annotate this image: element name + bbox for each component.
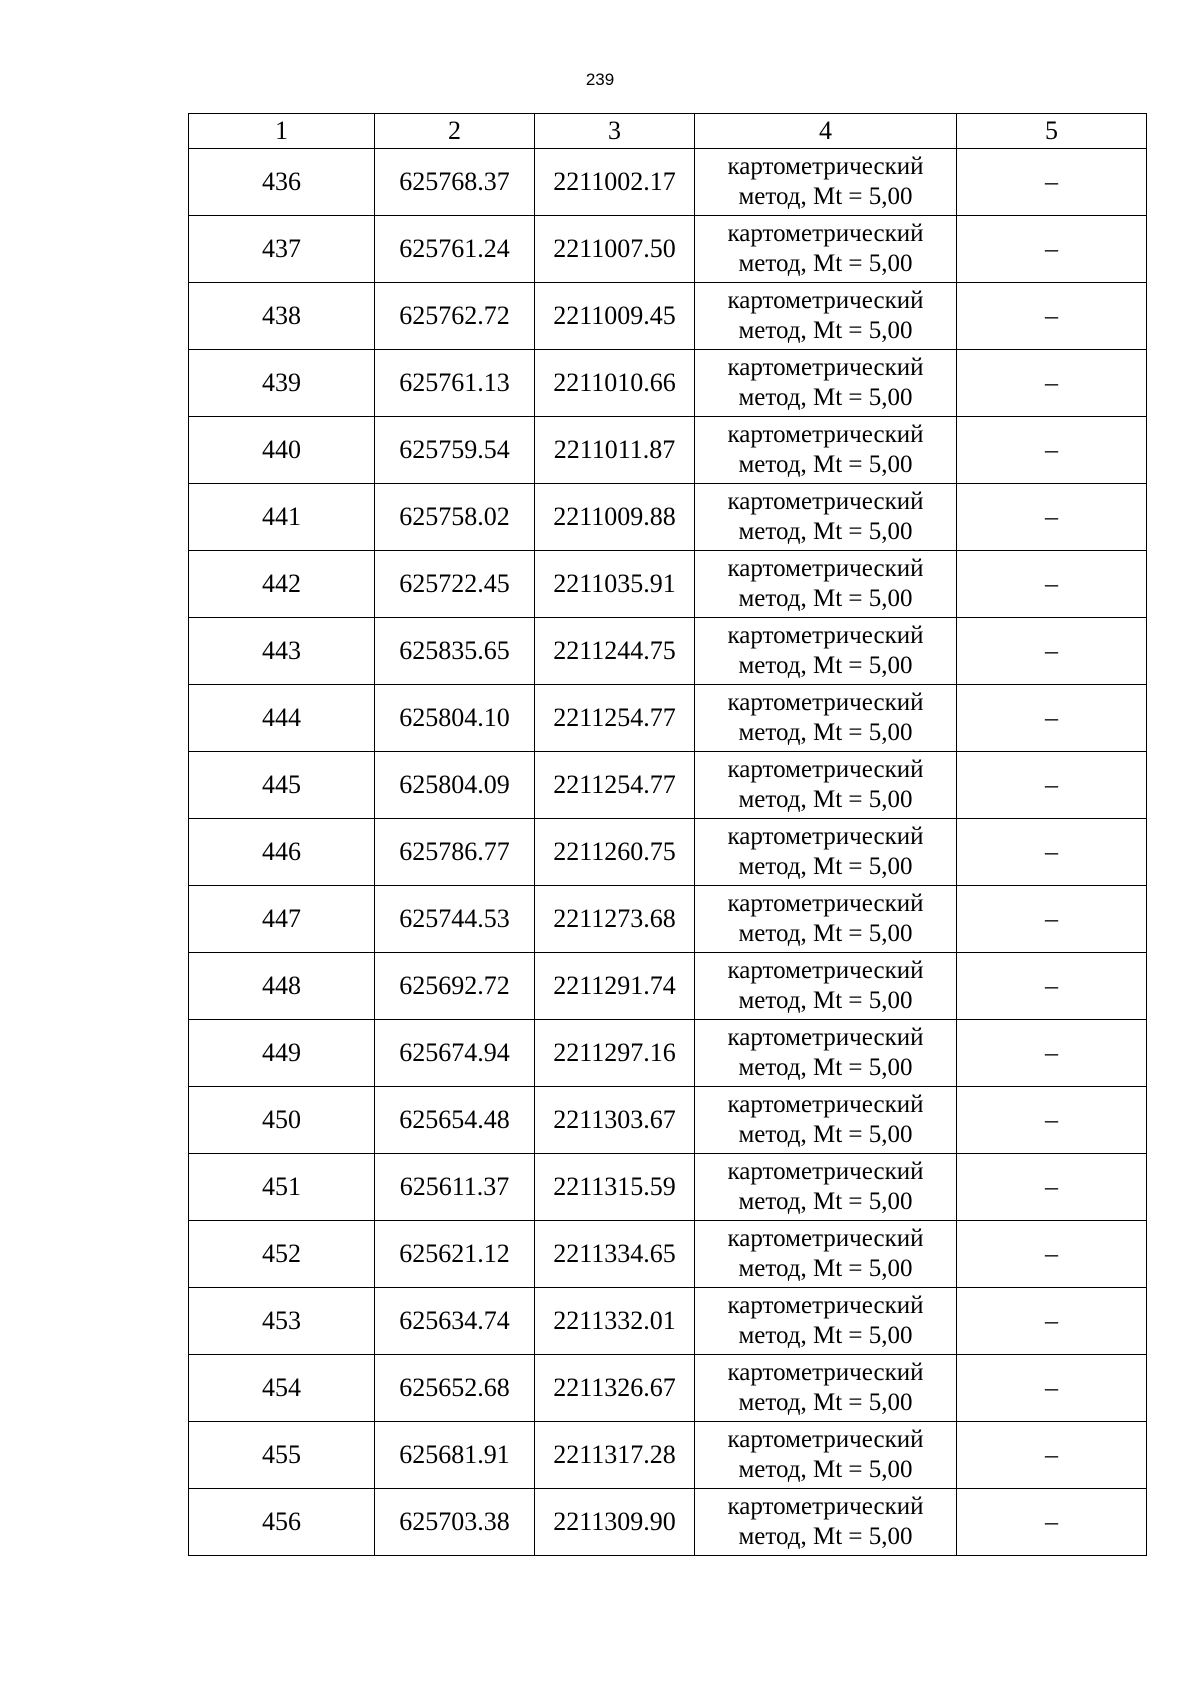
y-coordinate-cell: 2211009.88 [535,484,695,551]
method-cell [695,417,957,484]
table-row [189,1020,1147,1087]
y-coordinate-cell: 2211260.75 [535,819,695,886]
note-cell: – [957,1288,1147,1355]
point-number-cell: 437 [189,216,375,283]
point-number-cell: 448 [189,953,375,1020]
table-row [189,1489,1147,1556]
x-coordinate-cell: 625621.12 [375,1221,535,1288]
point-number-cell: 449 [189,1020,375,1087]
method-line-1: картометрический [727,622,924,649]
note-cell: – [957,216,1147,283]
method-line-1: картометрический [727,555,924,582]
y-coordinate-cell: 2211009.45 [535,283,695,350]
x-coordinate-cell: 625674.94 [375,1020,535,1087]
method-line-2: метод, Mt = 5,00 [738,786,913,813]
table-row [189,618,1147,685]
method-line-2: метод, Mt = 5,00 [738,1389,913,1416]
table-row [189,484,1147,551]
table-header-row [189,114,1147,149]
page-number: 239 [585,70,615,89]
method-cell [695,1489,957,1556]
note-cell: – [957,1020,1147,1087]
method-line-2: метод, Mt = 5,00 [738,317,913,344]
point-number-cell: 456 [189,1489,375,1556]
table-row [189,283,1147,350]
y-coordinate-cell: 2211297.16 [535,1020,695,1087]
header-col-4: 4 [695,114,957,149]
method-line-1: картометрический [727,1091,924,1118]
method-line-1: картометрический [727,153,924,180]
y-coordinate-cell: 2211334.65 [535,1221,695,1288]
note-cell: – [957,1221,1147,1288]
point-number-cell: 442 [189,551,375,618]
method-line-1: картометрический [727,421,924,448]
table-row [189,216,1147,283]
x-coordinate-cell: 625744.53 [375,886,535,953]
method-line-2: метод, Mt = 5,00 [738,1054,913,1081]
point-number-cell: 440 [189,417,375,484]
point-number-cell: 450 [189,1087,375,1154]
point-number-cell: 454 [189,1355,375,1422]
method-cell [695,685,957,752]
point-number-cell: 441 [189,484,375,551]
method-line-2: метод, Mt = 5,00 [738,1121,913,1148]
x-coordinate-cell: 625835.65 [375,618,535,685]
note-cell: – [957,149,1147,216]
method-cell [695,953,957,1020]
note-cell: – [957,350,1147,417]
y-coordinate-cell: 2211317.28 [535,1422,695,1489]
method-line-2: метод, Mt = 5,00 [738,250,913,277]
x-coordinate-cell: 625759.54 [375,417,535,484]
table-row [189,350,1147,417]
y-coordinate-cell: 2211002.17 [535,149,695,216]
method-line-1: картометрический [727,1225,924,1252]
note-cell: – [957,1355,1147,1422]
method-cell [695,752,957,819]
point-number-cell: 452 [189,1221,375,1288]
method-line-2: метод, Mt = 5,00 [738,1523,913,1550]
y-coordinate-cell: 2211254.77 [535,752,695,819]
x-coordinate-cell: 625634.74 [375,1288,535,1355]
method-line-1: картометрический [727,1158,924,1185]
note-cell: – [957,1087,1147,1154]
table-row [189,1221,1147,1288]
method-cell [695,1154,957,1221]
note-cell: – [957,1154,1147,1221]
method-line-2: метод, Mt = 5,00 [738,1322,913,1349]
method-line-2: метод, Mt = 5,00 [738,183,913,210]
table-row [189,953,1147,1020]
method-line-1: картометрический [727,890,924,917]
method-cell [695,551,957,618]
x-coordinate-cell: 625722.45 [375,551,535,618]
x-coordinate-cell: 625652.68 [375,1355,535,1422]
y-coordinate-cell: 2211303.67 [535,1087,695,1154]
method-line-2: метод, Mt = 5,00 [738,518,913,545]
x-coordinate-cell: 625761.24 [375,216,535,283]
y-coordinate-cell: 2211035.91 [535,551,695,618]
header-col-2: 2 [375,114,535,149]
method-line-1: картометрический [727,1024,924,1051]
method-line-1: картометрический [727,354,924,381]
table-row [189,1154,1147,1221]
table-row [189,685,1147,752]
method-line-2: метод, Mt = 5,00 [738,451,913,478]
method-line-1: картометрический [727,1359,924,1386]
table-row [189,819,1147,886]
table-body [189,149,1147,1556]
method-cell [695,484,957,551]
x-coordinate-cell: 625762.72 [375,283,535,350]
method-line-2: метод, Mt = 5,00 [738,920,913,947]
note-cell: – [957,752,1147,819]
y-coordinate-cell: 2211007.50 [535,216,695,283]
y-coordinate-cell: 2211254.77 [535,685,695,752]
method-cell [695,886,957,953]
point-number-cell: 451 [189,1154,375,1221]
coordinates-table [188,113,1147,1556]
method-cell [695,819,957,886]
y-coordinate-cell: 2211273.68 [535,886,695,953]
method-cell [695,216,957,283]
y-coordinate-cell: 2211011.87 [535,417,695,484]
header-col-1: 1 [189,114,375,149]
x-coordinate-cell: 625761.13 [375,350,535,417]
table-row [189,752,1147,819]
table-row [189,1288,1147,1355]
table-row [189,1087,1147,1154]
note-cell: – [957,685,1147,752]
point-number-cell: 438 [189,283,375,350]
point-number-cell: 436 [189,149,375,216]
x-coordinate-cell: 625786.77 [375,819,535,886]
note-cell: – [957,551,1147,618]
note-cell: – [957,819,1147,886]
point-number-cell: 439 [189,350,375,417]
method-line-1: картометрический [727,1292,924,1319]
point-number-cell: 447 [189,886,375,953]
table-row [189,551,1147,618]
point-number-cell: 453 [189,1288,375,1355]
method-line-2: метод, Mt = 5,00 [738,853,913,880]
method-cell [695,149,957,216]
point-number-cell: 444 [189,685,375,752]
method-line-1: картометрический [727,957,924,984]
y-coordinate-cell: 2211291.74 [535,953,695,1020]
table-row [189,1422,1147,1489]
method-line-1: картометрический [727,1426,924,1453]
method-cell [695,283,957,350]
method-line-2: метод, Mt = 5,00 [738,585,913,612]
y-coordinate-cell: 2211244.75 [535,618,695,685]
method-cell [695,350,957,417]
method-line-1: картометрический [727,488,924,515]
method-cell [695,618,957,685]
y-coordinate-cell: 2211332.01 [535,1288,695,1355]
table-row [189,886,1147,953]
method-line-2: метод, Mt = 5,00 [738,1255,913,1282]
method-cell [695,1020,957,1087]
note-cell: – [957,1422,1147,1489]
method-line-2: метод, Mt = 5,00 [738,652,913,679]
note-cell: – [957,484,1147,551]
table-row [189,1355,1147,1422]
note-cell: – [957,1489,1147,1556]
method-line-2: метод, Mt = 5,00 [738,987,913,1014]
x-coordinate-cell: 625768.37 [375,149,535,216]
note-cell: – [957,283,1147,350]
point-number-cell: 443 [189,618,375,685]
method-cell [695,1087,957,1154]
x-coordinate-cell: 625681.91 [375,1422,535,1489]
method-cell [695,1221,957,1288]
x-coordinate-cell: 625654.48 [375,1087,535,1154]
note-cell: – [957,953,1147,1020]
x-coordinate-cell: 625703.38 [375,1489,535,1556]
method-line-1: картометрический [727,287,924,314]
method-line-2: метод, Mt = 5,00 [738,384,913,411]
method-line-1: картометрический [727,689,924,716]
note-cell: – [957,618,1147,685]
method-line-2: метод, Mt = 5,00 [738,1188,913,1215]
point-number-cell: 445 [189,752,375,819]
method-line-2: метод, Mt = 5,00 [738,719,913,746]
method-line-2: метод, Mt = 5,00 [738,1456,913,1483]
note-cell: – [957,886,1147,953]
y-coordinate-cell: 2211309.90 [535,1489,695,1556]
note-cell: – [957,417,1147,484]
method-cell [695,1355,957,1422]
point-number-cell: 455 [189,1422,375,1489]
y-coordinate-cell: 2211315.59 [535,1154,695,1221]
y-coordinate-cell: 2211010.66 [535,350,695,417]
x-coordinate-cell: 625692.72 [375,953,535,1020]
point-number-cell: 446 [189,819,375,886]
method-line-1: картометрический [727,756,924,783]
table-row [189,417,1147,484]
table-row [189,149,1147,216]
method-line-1: картометрический [727,220,924,247]
method-cell [695,1422,957,1489]
x-coordinate-cell: 625804.10 [375,685,535,752]
method-cell [695,1288,957,1355]
x-coordinate-cell: 625804.09 [375,752,535,819]
header-col-5: 5 [957,114,1147,149]
x-coordinate-cell: 625758.02 [375,484,535,551]
x-coordinate-cell: 625611.37 [375,1154,535,1221]
method-line-1: картометрический [727,1493,924,1520]
method-line-1: картометрический [727,823,924,850]
header-col-3: 3 [535,114,695,149]
y-coordinate-cell: 2211326.67 [535,1355,695,1422]
